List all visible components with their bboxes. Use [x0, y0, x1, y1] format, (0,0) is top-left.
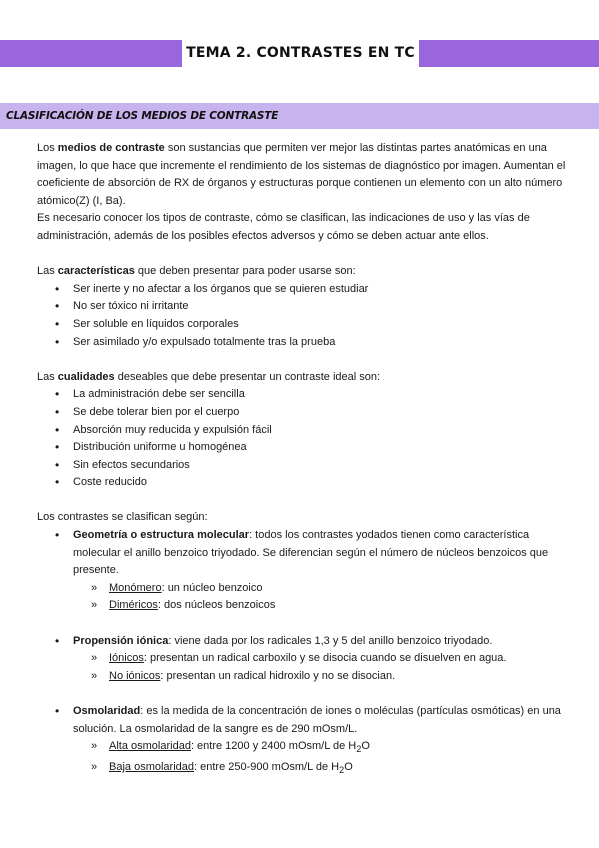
- subscript: 2: [356, 744, 362, 755]
- list-item-geometria: [37, 527, 572, 633]
- sub-item: [73, 650, 572, 668]
- list-item: • Ser inerte y no afectar a los órganos que se quieren estudiar: [37, 281, 572, 299]
- sub-tail: O: [361, 740, 370, 753]
- clasificacion-lead: Los contrastes se clasifican según:: [37, 511, 208, 524]
- list-item: • No ser tóxico ni irritante: [37, 298, 572, 316]
- list-item-osmolaridad: [37, 703, 572, 780]
- page-title: TEMA 2. CONTRASTES EN TC: [186, 45, 415, 61]
- list-item: • Se debe tolerar bien por el cuerpo: [37, 404, 572, 422]
- caract-bold: características: [57, 265, 135, 278]
- list-item: • Sin efectos secundarios: [37, 457, 572, 475]
- sub-item: [73, 580, 572, 598]
- sub-item: [73, 738, 572, 759]
- sub-term: Baja osmolaridad: [109, 760, 194, 773]
- sub-desc: : entre 250-900 mOsm/L de H: [194, 760, 340, 773]
- intro-lead: Los: [37, 142, 58, 154]
- sub-desc: : un núcleo benzoico: [161, 581, 263, 594]
- list-item: • La administración debe ser sencilla: [37, 386, 572, 404]
- cual-rest: deseables que debe presentar un contraste ideal son:: [114, 370, 381, 383]
- cualidades-list: [37, 386, 572, 492]
- geometria-sublist: [73, 580, 572, 615]
- caract-lead-text: Las: [37, 265, 58, 278]
- sub-term: Alta osmolaridad: [109, 740, 191, 753]
- list-item-propension: [37, 633, 572, 703]
- sub-desc: : presentan un radical carboxilo y se disocia cuando se disuelven en agua.: [143, 652, 507, 665]
- intro-rest: son sustancias que permiten ver mejor las distintas partes anatómicas en una imagen, lo que hace que incremente el rendimiento de los sistemas de diagnóstico por imagen. Aumentan el coeficiente de absorción de RX de órganos y estructuras porque contienen un elemento con un alto número atómico(Z) (I, Ba).: [37, 142, 566, 207]
- document-body: [37, 140, 572, 780]
- osmolaridad-rest: : es la medida de la concentración de iones o moléculas (partículas osmóticas) en una solución. La osmolaridad de la sangre es de 290 mOsm/L.: [73, 705, 561, 735]
- list-item: • Ser asimilado y/o expulsado totalmente tras la prueba: [37, 334, 572, 352]
- sub-desc: : entre 1200 y 2400 mOsm/L de H: [190, 740, 357, 753]
- cualidades-lead: [37, 369, 572, 387]
- intro-paragraph: [37, 140, 572, 210]
- sub-tail: O: [344, 760, 353, 773]
- sub-term: Monómero: [109, 581, 162, 594]
- clasificacion-list: [37, 527, 572, 780]
- subscript: 2: [339, 765, 345, 776]
- sub-item: [73, 597, 572, 615]
- list-item: • Coste reducido: [37, 474, 572, 492]
- sub-term: Diméricos: [109, 599, 158, 612]
- propension-bold: Propensión iónica: [73, 634, 169, 647]
- list-item: • Distribución uniforme u homogénea: [37, 439, 572, 457]
- sub-term: Iónicos: [109, 652, 144, 665]
- osmolaridad-sublist: [73, 738, 572, 780]
- intro-bold: medios de contraste: [57, 142, 165, 154]
- intro-paragraph-2: Es necesario conocer los tipos de contraste, cómo se clasifican, las indicaciones de uso y las vías de administración, además de los posibles efectos adversos y cómo se deben actuar ante ellos.: [37, 212, 530, 242]
- geometria-bold: Geometría o estructura molecular: [73, 529, 250, 542]
- geometria-rest: : todos los contrastes yodados tienen como característica molecular el anillo benzoico triyodado. Se diferencian según el número de núcleos benzoicos que presente.: [73, 529, 549, 577]
- section-heading: CLASIFICACIÓN DE LOS MEDIOS DE CONTRASTE: [6, 110, 279, 122]
- sub-item: [73, 759, 572, 780]
- caracteristicas-list: [37, 281, 572, 351]
- caracteristicas-lead: [37, 263, 572, 281]
- caract-rest: que deben presentar para poder usarse son:: [134, 265, 356, 278]
- cual-lead-text: Las: [37, 370, 58, 383]
- list-item: • Ser soluble en líquidos corporales: [37, 316, 572, 334]
- sub-item: [73, 668, 572, 686]
- list-item: • Absorción muy reducida y expulsión fácil: [37, 422, 572, 440]
- sub-desc: : presentan un radical hidroxilo y no se disocian.: [160, 669, 396, 682]
- propension-rest: : viene dada por los radicales 1,3 y 5 del anillo benzoico triyodado.: [168, 634, 493, 647]
- propension-sublist: [73, 650, 572, 685]
- sub-desc: : dos núcleos benzoicos: [157, 599, 276, 612]
- osmolaridad-bold: Osmolaridad: [73, 705, 141, 717]
- cual-bold: cualidades: [57, 370, 115, 383]
- sub-term: No iónicos: [109, 669, 161, 682]
